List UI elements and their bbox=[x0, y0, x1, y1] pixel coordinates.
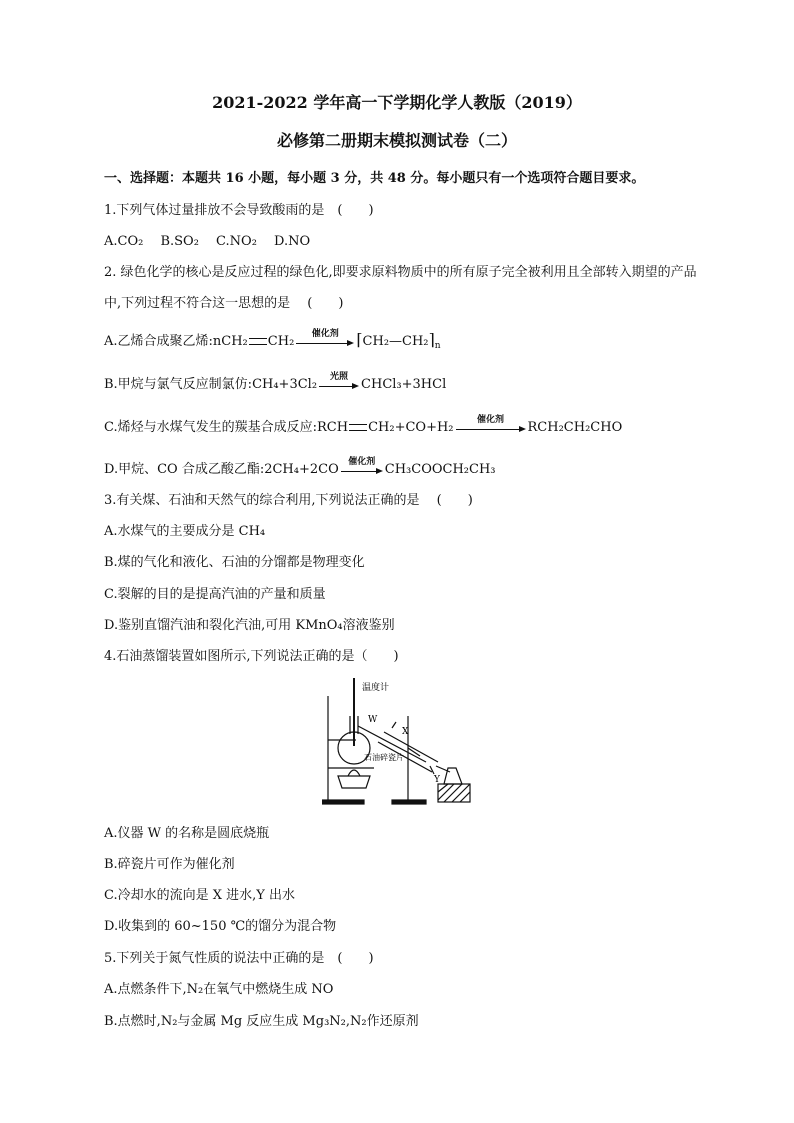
distillation-diagram bbox=[322, 676, 472, 806]
q2-a-mid: CH₂ bbox=[267, 334, 295, 349]
label-w: W bbox=[368, 715, 378, 725]
label-stones: 石油碎瓷片 bbox=[364, 753, 404, 762]
q2-c-mid: CH₂+CO+H₂ bbox=[368, 420, 454, 435]
q3-option-c: C.裂解的目的是提高汽油的产量和质量 bbox=[104, 587, 326, 602]
reaction-arrow bbox=[296, 328, 354, 348]
q2-c-text: C.烯烃与水煤气发生的羰基合成反应:RCH bbox=[104, 420, 349, 435]
label-thermometer: 温度计 bbox=[362, 683, 390, 693]
arrow-condition: 催化剂 bbox=[311, 328, 339, 339]
q5-option-b: B.点燃时,N₂与金属 Mg 反应生成 Mg₃N₂,N₂作还原剂 bbox=[104, 1014, 419, 1029]
q2-option-b bbox=[104, 373, 446, 392]
q2-a-text: A.乙烯合成聚乙烯:nCH₂ bbox=[104, 334, 248, 349]
arrow-condition: 催化剂 bbox=[477, 414, 505, 425]
q4-option-a: A.仪器 W 的名称是圆底烧瓶 bbox=[104, 826, 270, 841]
reaction-arrow bbox=[456, 414, 526, 434]
q2-b-text: B.甲烷与氯气反应制氯仿:CH₄+3Cl₂ bbox=[104, 377, 318, 392]
exam-title-line1: 2021-2022 学年高一下学期化学人教版（2019） bbox=[212, 93, 582, 112]
q2-d-product: CH₃COOCH₂CH₃ bbox=[384, 462, 496, 477]
q3-stem: 3.有关煤、石油和天然气的综合利用,下列说法正确的是 ( ) bbox=[104, 493, 473, 508]
section-heading: 一、选择题：本题共 16 小题，每小题 3 分，共 48 分。每小题只有一个选项符合题目要求。 bbox=[104, 171, 645, 186]
label-x: X bbox=[402, 727, 409, 737]
q4-option-c: C.冷却水的流向是 X 进水,Y 出水 bbox=[104, 888, 295, 903]
q3-option-a: A.水煤气的主要成分是 CH₄ bbox=[104, 524, 266, 539]
q5-stem: 5.下列关于氮气性质的说法中正确的是 ( ) bbox=[104, 951, 374, 966]
q3-option-b: B.煤的气化和液化、石油的分馏都是物理变化 bbox=[104, 555, 365, 570]
arrow-condition: 催化剂 bbox=[348, 456, 376, 467]
q2-stem-line1: 2. 绿色化学的核心是反应过程的绿色化,即要求原料物质中的所有原子完全被利用且全部转入期望的产品 bbox=[104, 265, 697, 280]
q1-options: A.CO₂ B.SO₂ C.NO₂ D.NO bbox=[104, 234, 311, 249]
q2-option-a: A.乙烯合成聚乙烯:nCH₂ CH₂ 催化剂 $⌈CH_2—CH_2⌉_n$ bbox=[104, 330, 441, 351]
reaction-arrow bbox=[319, 371, 359, 391]
q1-stem: 1.下列气体过量排放不会导致酸雨的是 ( ) bbox=[104, 203, 374, 218]
q2-stem-line2: 中,下列过程不符合这一思想的是 ( ) bbox=[104, 296, 344, 311]
q2-option-c bbox=[104, 416, 622, 435]
q2-c-product: RCH₂CH₂CHO bbox=[527, 420, 623, 435]
q2-b-product: CHCl₃+3HCl bbox=[361, 377, 447, 392]
q4-option-d: D.收集到的 60~150 ℃的馏分为混合物 bbox=[104, 919, 337, 934]
q4-option-b: B.碎瓷片可作为催化剂 bbox=[104, 857, 235, 872]
q2-a-product: CH₂—CH₂ bbox=[362, 334, 429, 349]
distillation-apparatus-figure bbox=[322, 676, 472, 806]
double-bond bbox=[349, 424, 367, 431]
exam-title-line2: 必修第二册期末模拟测试卷（二） bbox=[276, 131, 517, 150]
q4-stem: 4.石油蒸馏装置如图所示,下列说法正确的是（ ) bbox=[104, 649, 399, 664]
label-y: Y bbox=[434, 775, 440, 785]
q3-option-d: D.鉴别直馏汽油和裂化汽油,可用 KMnO₄溶液鉴别 bbox=[104, 618, 395, 633]
double-bond bbox=[249, 338, 267, 345]
arrow-condition: 光照 bbox=[330, 371, 349, 382]
q2-option-d bbox=[104, 458, 496, 477]
q2-a-n: n bbox=[434, 341, 441, 351]
q2-d-text: D.甲烷、CO 合成乙酸乙酯:2CH₄+2CO bbox=[104, 462, 339, 477]
q5-option-a: A.点燃条件下,N₂在氧气中燃烧生成 NO bbox=[104, 982, 334, 997]
reaction-arrow bbox=[341, 456, 383, 476]
